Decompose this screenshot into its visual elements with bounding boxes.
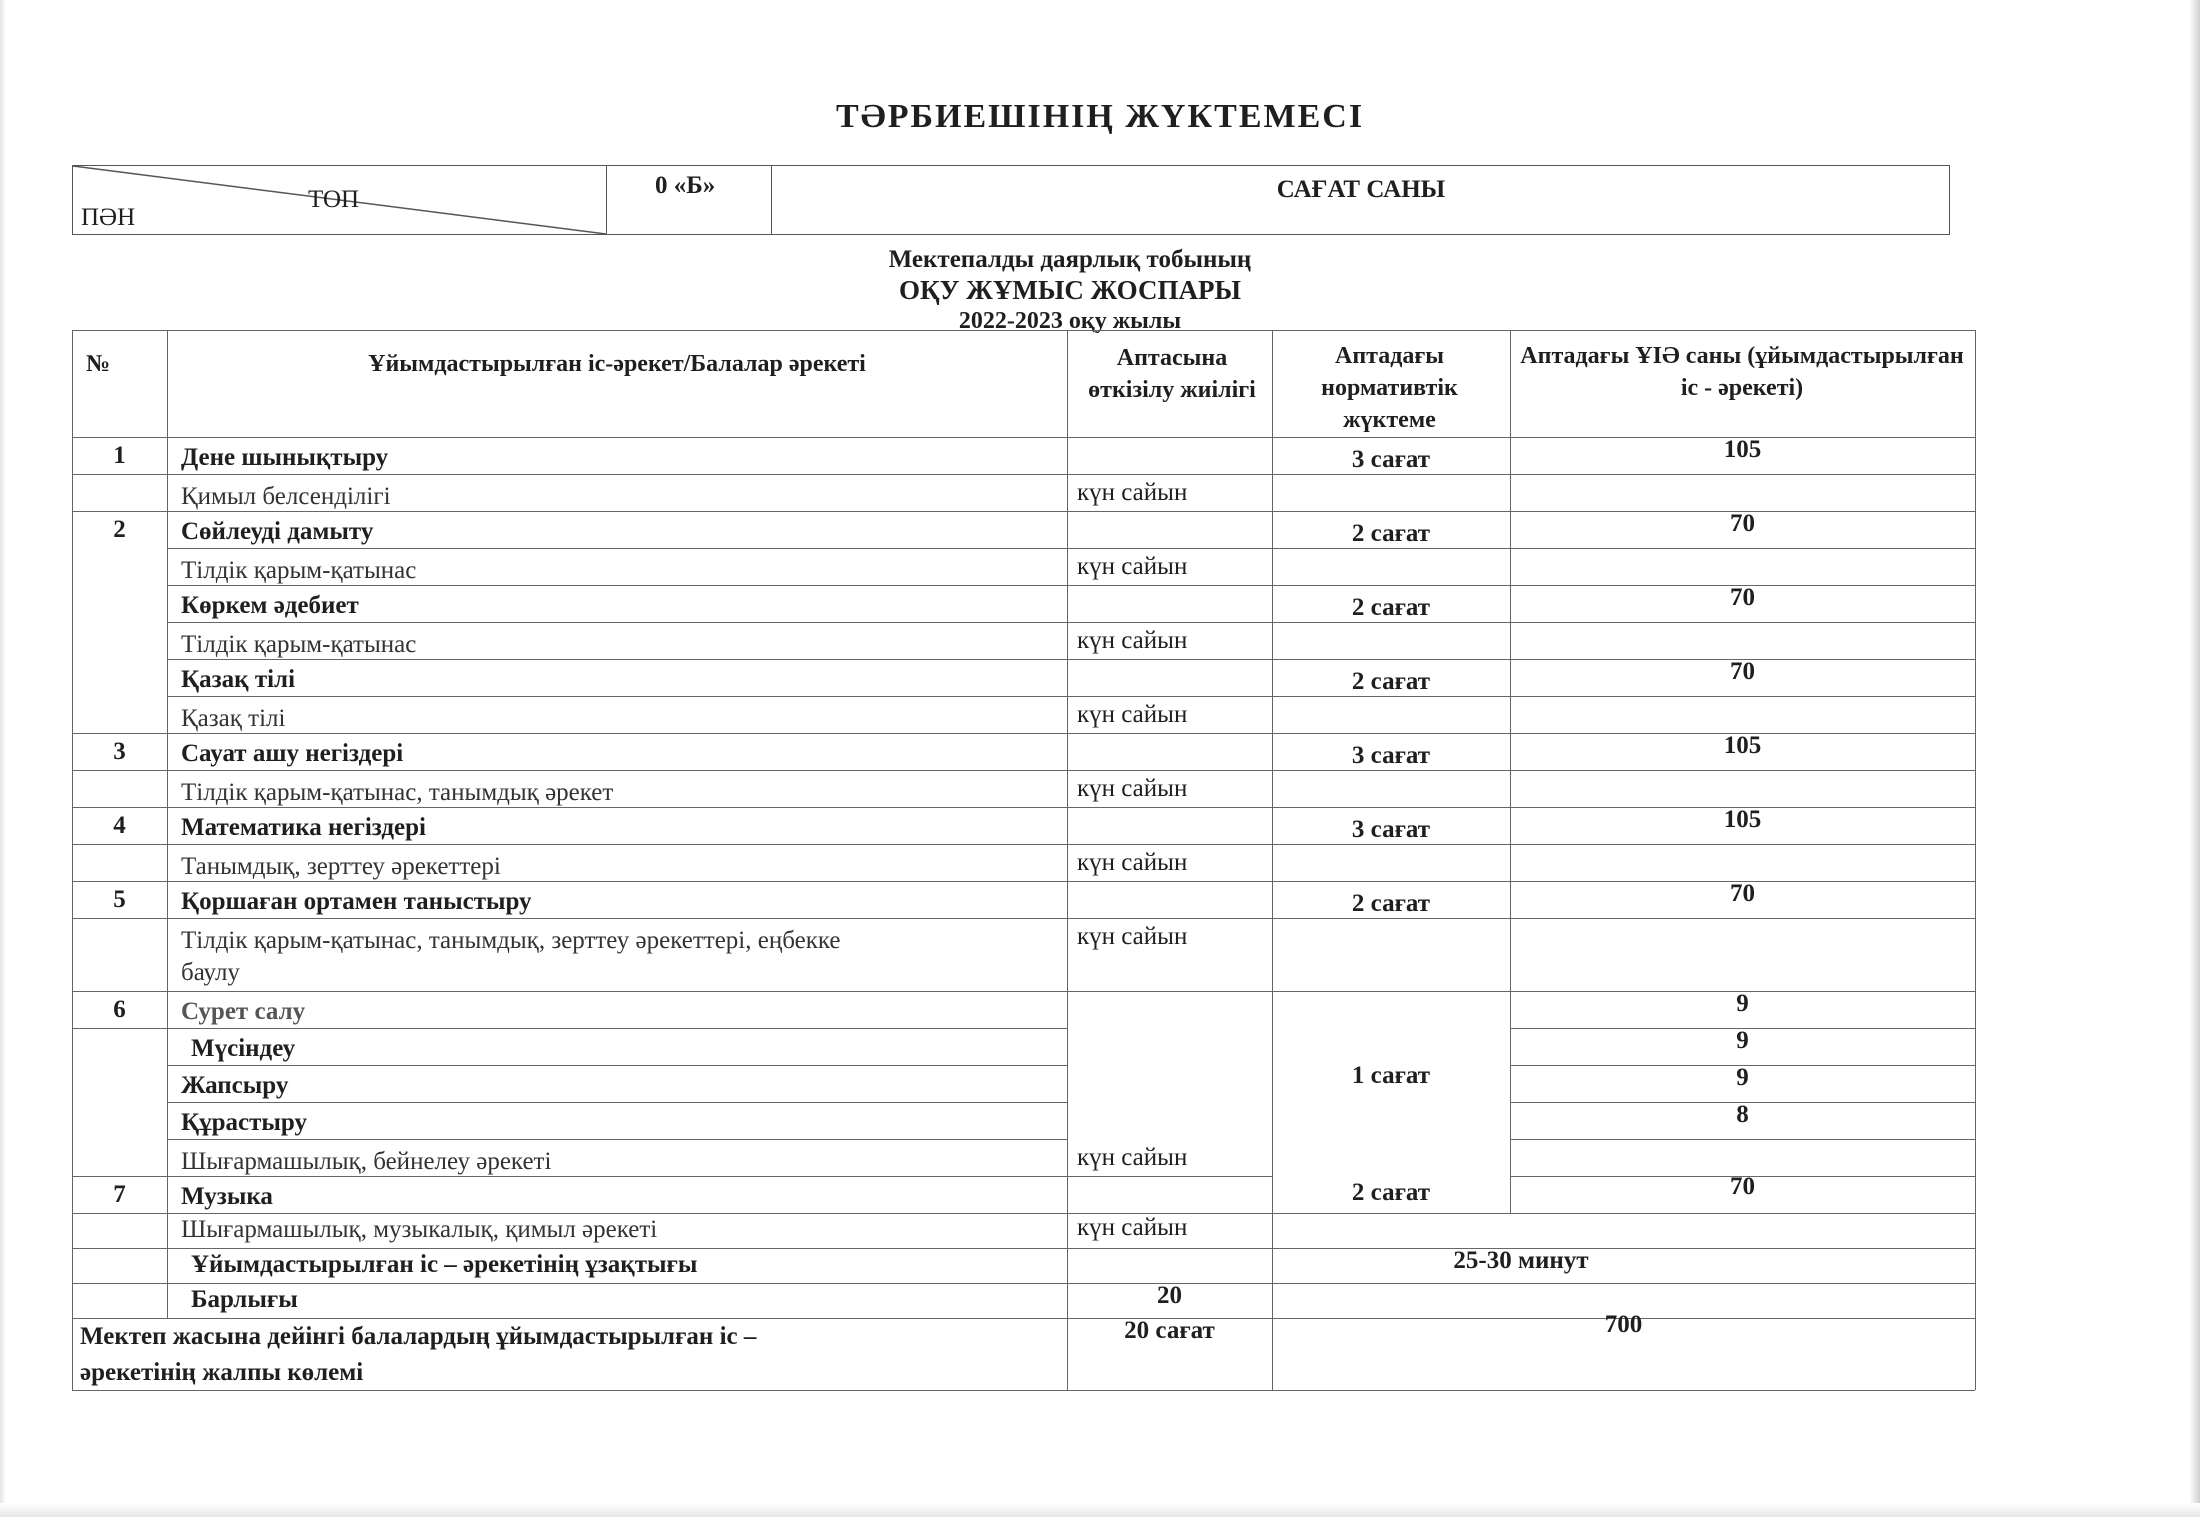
document-title: ТӘРБИЕШІНІҢ ЖҮКТЕМЕСІ bbox=[835, 98, 1365, 135]
row-divider bbox=[72, 844, 1975, 845]
count-value: 9 bbox=[1736, 1064, 1749, 1091]
row-divider bbox=[72, 1176, 1272, 1177]
frequency-value: күн сайын bbox=[1077, 775, 1188, 802]
count-value: 70 bbox=[1730, 658, 1755, 685]
row-divider bbox=[167, 1102, 1067, 1103]
row-divider bbox=[72, 770, 1975, 771]
subject-name: Дене шынықтыру bbox=[181, 444, 389, 471]
subject-name: Музыка bbox=[181, 1183, 273, 1210]
grand-total-label: Мектеп жасына дейінгі балалардың ұйымдастырылған іс – bbox=[80, 1323, 757, 1350]
count-value: 70 bbox=[1730, 1173, 1755, 1200]
total-label: Барлығы bbox=[191, 1286, 298, 1313]
norm-load-value: 2 сағат bbox=[1351, 520, 1431, 547]
activity-name: Шығармашылық, музыкалық, қимыл әрекеті bbox=[181, 1216, 658, 1243]
header-table bbox=[72, 165, 1950, 235]
row-divider bbox=[167, 1139, 1067, 1140]
frequency-value: күн сайын bbox=[1077, 1214, 1188, 1241]
row-divider bbox=[167, 548, 1975, 549]
frequency-value: күн сайын bbox=[1077, 923, 1188, 950]
activity-name-continued: баулу bbox=[181, 959, 240, 986]
header-activity: Ұйымдастырылған іс-әрекет/Балалар әрекеті bbox=[368, 351, 866, 377]
subject-name: Құрастыру bbox=[181, 1109, 308, 1136]
norm-load-value: 1 сағат bbox=[1351, 1062, 1431, 1089]
row-divider bbox=[167, 696, 1975, 697]
activity-name: Тілдік қарым-қатынас bbox=[181, 631, 417, 658]
activity-name: Тілдік қарым-қатынас, танымдық әрекет bbox=[181, 779, 614, 806]
subject-name: Сауат ашу негіздері bbox=[181, 740, 404, 767]
header-frequency: Аптасына өткізілу жиілігі bbox=[1088, 345, 1256, 403]
group-column-label: ТОП bbox=[308, 186, 360, 213]
row-number: 2 bbox=[113, 516, 126, 543]
group-cell bbox=[606, 166, 771, 234]
row-divider bbox=[72, 1213, 1975, 1214]
frequency-value: күн сайын bbox=[1077, 849, 1188, 876]
row-divider bbox=[1510, 1139, 1975, 1140]
subject-name: Көркем әдебиет bbox=[181, 592, 359, 619]
row-divider bbox=[167, 1065, 1067, 1066]
hours-header: САҒАТ САНЫ bbox=[1276, 176, 1446, 203]
count-value: 105 bbox=[1723, 436, 1762, 463]
subject-name: Сөйлеуді дамыту bbox=[181, 518, 374, 545]
duration-label: Ұйымдастырылған іс – әрекетінің ұзақтығы bbox=[191, 1251, 698, 1278]
activity-name: Танымдық, зерттеу әрекеттері bbox=[181, 853, 501, 880]
subject-name: Қоршаған ортамен таныстыру bbox=[181, 888, 532, 915]
count-value: 105 bbox=[1723, 732, 1762, 759]
table-bottom-border bbox=[72, 1390, 1975, 1391]
subject-name: Мүсіндеу bbox=[191, 1035, 296, 1062]
activity-name: Қазақ тілі bbox=[181, 705, 286, 732]
subject-name: Жапсыру bbox=[181, 1072, 289, 1099]
norm-load-value: 3 сағат bbox=[1351, 446, 1431, 473]
column-divider-norm-lower bbox=[1272, 1283, 1273, 1390]
frequency-value: күн сайын bbox=[1077, 1144, 1188, 1171]
frequency-value: күн сайын bbox=[1077, 701, 1188, 728]
activity-name: Қимыл белсенділігі bbox=[181, 483, 391, 510]
norm-load-value: 3 сағат bbox=[1351, 816, 1431, 843]
count-value: 70 bbox=[1730, 510, 1755, 537]
row-divider bbox=[72, 1283, 1975, 1284]
row-number: 1 bbox=[113, 442, 126, 469]
count-value: 8 bbox=[1736, 1101, 1749, 1128]
table-left-border bbox=[72, 330, 73, 1390]
norm-load-value: 2 сағат bbox=[1351, 594, 1431, 621]
activity-name: Шығармашылық, бейнелеу әрекеті bbox=[181, 1148, 552, 1175]
count-value: 105 bbox=[1723, 806, 1762, 833]
subject-name: Математика негіздері bbox=[181, 814, 426, 841]
frequency-value: күн сайын bbox=[1077, 627, 1188, 654]
row-divider bbox=[72, 474, 1975, 475]
header-num: № bbox=[86, 351, 111, 377]
page-edge-left bbox=[0, 0, 6, 1517]
column-divider-norm-upper bbox=[1272, 330, 1273, 1248]
activity-name: Тілдік қарым-қатынас, танымдық, зерттеу әрекеттері, еңбекке bbox=[181, 927, 841, 954]
group-value: 0 «Б» bbox=[655, 172, 716, 199]
total-value: 20 bbox=[1157, 1282, 1182, 1309]
duration-value: 25-30 минут bbox=[1453, 1247, 1589, 1274]
page-edge-bottom bbox=[0, 1503, 2200, 1517]
table-top-border bbox=[72, 330, 1975, 331]
grand-total-label-continued: әрекетінің жалпы көлемі bbox=[80, 1359, 364, 1386]
column-divider-activity bbox=[1067, 330, 1068, 1390]
row-divider bbox=[167, 1028, 1067, 1029]
subtitle-year: 2022-2023 оқу жылы bbox=[958, 308, 1182, 334]
row-number: 6 bbox=[113, 996, 126, 1023]
row-number: 5 bbox=[113, 886, 126, 913]
row-number: 7 bbox=[113, 1181, 126, 1208]
row-divider bbox=[72, 918, 1975, 919]
subject-row-label: ПӘН bbox=[81, 204, 136, 231]
activity-name: Тілдік қарым-қатынас bbox=[181, 557, 417, 584]
grand-total-hours: 20 сағат bbox=[1124, 1317, 1215, 1344]
table-right-border bbox=[1975, 330, 1976, 1390]
page-edge-right bbox=[2190, 0, 2200, 1517]
row-divider bbox=[72, 1028, 167, 1029]
count-value: 9 bbox=[1736, 990, 1749, 1017]
curriculum-table bbox=[72, 330, 1977, 1450]
row-number: 4 bbox=[113, 812, 126, 839]
subject-name: Сурет салу bbox=[181, 998, 306, 1025]
frequency-value: күн сайын bbox=[1077, 553, 1188, 580]
row-divider bbox=[167, 622, 1975, 623]
frequency-value: күн сайын bbox=[1077, 479, 1188, 506]
column-divider-num bbox=[167, 330, 168, 1318]
norm-load-value: 2 сағат bbox=[1351, 890, 1431, 917]
count-value: 70 bbox=[1730, 880, 1755, 907]
count-value: 70 bbox=[1730, 584, 1755, 611]
row-number: 3 bbox=[113, 738, 126, 765]
norm-load-value: 3 сағат bbox=[1351, 742, 1431, 769]
count-value: 9 bbox=[1736, 1027, 1749, 1054]
hours-cell bbox=[771, 166, 1949, 234]
header-count: Аптадағы ҰІӘ саны (ұйымдастырылған іс - әрекеті) bbox=[1520, 343, 1964, 401]
norm-load-value: 2 сағат bbox=[1351, 1179, 1431, 1206]
header-norm-load: Аптадағы нормативтік жүктеме bbox=[1321, 343, 1458, 433]
subtitle-group: Мектепалды даярлық тобының bbox=[888, 246, 1252, 273]
grand-total-count: 700 bbox=[1604, 1311, 1643, 1338]
subject-name: Қазақ тілі bbox=[181, 666, 296, 693]
subtitle-plan: ОҚУ ЖҰМЫС ЖОСПАРЫ bbox=[899, 275, 1241, 305]
norm-load-value: 2 сағат bbox=[1351, 668, 1431, 695]
